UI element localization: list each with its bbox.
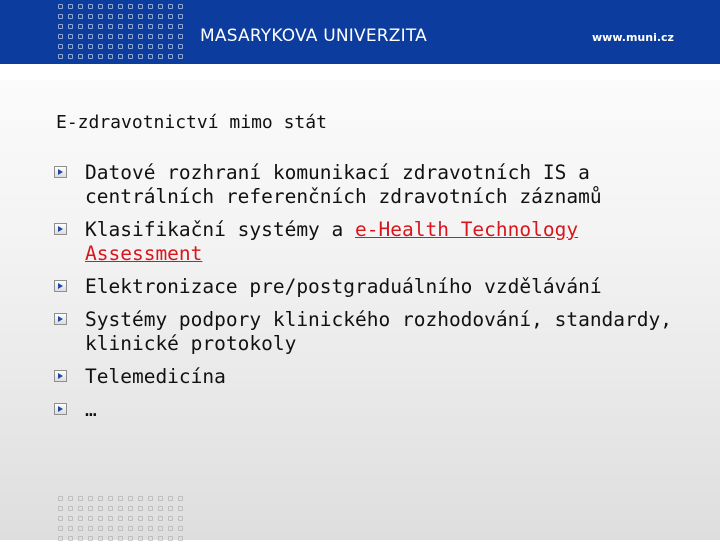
dot	[168, 516, 173, 521]
dot	[168, 34, 173, 39]
dot	[138, 506, 143, 511]
dot-pattern-bottom	[58, 496, 186, 544]
list-item-text: Systémy podpory klinického rozhodování, standardy, klinické protokoly	[85, 308, 672, 355]
dot	[178, 4, 183, 9]
dot	[118, 496, 123, 501]
dot	[98, 14, 103, 19]
dot	[128, 526, 133, 531]
dot	[128, 506, 133, 511]
dot	[58, 24, 63, 29]
list-item	[54, 275, 704, 299]
dot	[118, 24, 123, 29]
dot	[88, 14, 93, 19]
slide-title: E-zdravotnictví mimo stát	[56, 112, 327, 133]
dot	[68, 34, 73, 39]
dot	[78, 34, 83, 39]
dot	[68, 64, 73, 69]
dot	[58, 516, 63, 521]
list-item-text: Elektronizace pre/postgraduálního vzdělávání	[85, 275, 602, 298]
dot	[58, 526, 63, 531]
dot	[138, 44, 143, 49]
dot	[88, 44, 93, 49]
dot	[128, 4, 133, 9]
dot	[108, 64, 113, 69]
dot	[108, 496, 113, 501]
dot	[158, 496, 163, 501]
dot	[108, 44, 113, 49]
dot	[158, 4, 163, 9]
dot	[58, 64, 63, 69]
dot	[158, 34, 163, 39]
dot	[78, 526, 83, 531]
dot	[68, 496, 73, 501]
dot	[148, 24, 153, 29]
dot	[78, 536, 83, 541]
dot	[78, 4, 83, 9]
dot	[98, 64, 103, 69]
dot	[178, 44, 183, 49]
list-item	[54, 161, 704, 209]
dot	[138, 536, 143, 541]
dot	[118, 34, 123, 39]
dot	[88, 34, 93, 39]
list-item	[54, 365, 704, 389]
dot	[78, 14, 83, 19]
dot	[68, 516, 73, 521]
dot	[98, 506, 103, 511]
dot	[148, 506, 153, 511]
dot	[128, 44, 133, 49]
dot	[118, 526, 123, 531]
dot	[178, 14, 183, 19]
dot	[98, 516, 103, 521]
header	[0, 0, 720, 80]
dot	[108, 24, 113, 29]
dot	[178, 64, 183, 69]
dot	[68, 14, 73, 19]
dot	[68, 536, 73, 541]
dot	[128, 536, 133, 541]
dot	[128, 34, 133, 39]
dot	[98, 536, 103, 541]
dot	[148, 34, 153, 39]
dot	[138, 64, 143, 69]
dot	[88, 496, 93, 501]
dot	[108, 54, 113, 59]
dot	[68, 506, 73, 511]
list-item	[54, 398, 704, 422]
bullet-arrow-icon	[54, 166, 67, 178]
dot	[78, 24, 83, 29]
university-name: MASARYKOVA UNIVERZITA	[200, 26, 427, 46]
dot	[168, 496, 173, 501]
dot	[178, 506, 183, 511]
dot	[98, 496, 103, 501]
dot	[128, 54, 133, 59]
dot	[168, 4, 173, 9]
dot	[168, 44, 173, 49]
dot	[58, 496, 63, 501]
dot	[118, 54, 123, 59]
bullet-arrow-icon	[54, 403, 67, 415]
dot	[158, 14, 163, 19]
list-item-text: …	[85, 398, 97, 421]
dot	[88, 536, 93, 541]
dot	[88, 64, 93, 69]
dot	[148, 516, 153, 521]
dot	[158, 24, 163, 29]
dot	[118, 516, 123, 521]
list-item-text: Telemedicína	[85, 365, 226, 388]
list-item-text: Klasifikační systémy a	[85, 218, 356, 241]
dot	[138, 14, 143, 19]
dot	[78, 506, 83, 511]
dot	[68, 4, 73, 9]
dot	[88, 516, 93, 521]
dot	[98, 24, 103, 29]
dot	[68, 526, 73, 531]
list-item-text: Datové rozhraní komunikací zdravotních IS a centrálních referenčních zdravotních záznamů	[85, 161, 602, 208]
dot	[148, 536, 153, 541]
dot	[78, 54, 83, 59]
dot	[88, 4, 93, 9]
bullet-arrow-icon	[54, 280, 67, 292]
dot	[158, 526, 163, 531]
dot	[88, 24, 93, 29]
dot	[118, 506, 123, 511]
dot	[158, 506, 163, 511]
dot	[138, 24, 143, 29]
dot	[88, 526, 93, 531]
dot	[178, 54, 183, 59]
dot	[108, 14, 113, 19]
dot	[148, 44, 153, 49]
dot	[78, 516, 83, 521]
hta-link[interactable]: e-Health Technology Assessment	[85, 218, 579, 265]
dot	[58, 14, 63, 19]
dot	[158, 516, 163, 521]
dot	[98, 54, 103, 59]
dot	[118, 4, 123, 9]
dot	[158, 536, 163, 541]
dot	[118, 64, 123, 69]
dot	[178, 536, 183, 541]
dot	[58, 506, 63, 511]
dot	[108, 4, 113, 9]
dot-pattern-top	[58, 4, 186, 72]
dot	[148, 496, 153, 501]
bullet-arrow-icon	[54, 370, 67, 382]
dot	[108, 516, 113, 521]
dot	[178, 34, 183, 39]
dot	[108, 34, 113, 39]
dot	[168, 64, 173, 69]
dot	[168, 526, 173, 531]
dot	[98, 44, 103, 49]
dot	[138, 516, 143, 521]
dot	[88, 506, 93, 511]
dot	[58, 44, 63, 49]
dot	[178, 516, 183, 521]
dot	[78, 44, 83, 49]
dot	[128, 64, 133, 69]
dot	[148, 64, 153, 69]
dot	[98, 526, 103, 531]
dot	[168, 536, 173, 541]
bullet-list	[54, 161, 704, 431]
dot	[128, 14, 133, 19]
dot	[58, 54, 63, 59]
dot	[148, 526, 153, 531]
dot	[148, 14, 153, 19]
dot	[168, 506, 173, 511]
dot	[168, 24, 173, 29]
dot	[108, 526, 113, 531]
dot	[168, 54, 173, 59]
dot	[98, 34, 103, 39]
dot	[148, 4, 153, 9]
dot	[128, 516, 133, 521]
dot	[118, 536, 123, 541]
dot	[138, 496, 143, 501]
dot	[108, 536, 113, 541]
dot	[178, 24, 183, 29]
dot	[98, 4, 103, 9]
dot	[118, 44, 123, 49]
dot	[68, 54, 73, 59]
dot	[178, 526, 183, 531]
dot	[138, 34, 143, 39]
dot	[118, 14, 123, 19]
list-item	[54, 308, 704, 356]
dot	[128, 496, 133, 501]
dot	[58, 34, 63, 39]
dot	[138, 526, 143, 531]
dot	[138, 54, 143, 59]
dot	[158, 54, 163, 59]
dot	[128, 24, 133, 29]
dot	[168, 14, 173, 19]
dot	[148, 54, 153, 59]
website-url: www.muni.cz	[592, 31, 674, 44]
dot	[68, 24, 73, 29]
dot	[78, 64, 83, 69]
dot	[108, 506, 113, 511]
dot	[178, 496, 183, 501]
dot	[158, 64, 163, 69]
dot	[88, 54, 93, 59]
list-item	[54, 218, 704, 266]
dot	[58, 4, 63, 9]
bullet-arrow-icon	[54, 313, 67, 325]
dot	[78, 496, 83, 501]
dot	[68, 44, 73, 49]
dot	[138, 4, 143, 9]
bullet-arrow-icon	[54, 223, 67, 235]
dot	[58, 536, 63, 541]
dot	[158, 44, 163, 49]
